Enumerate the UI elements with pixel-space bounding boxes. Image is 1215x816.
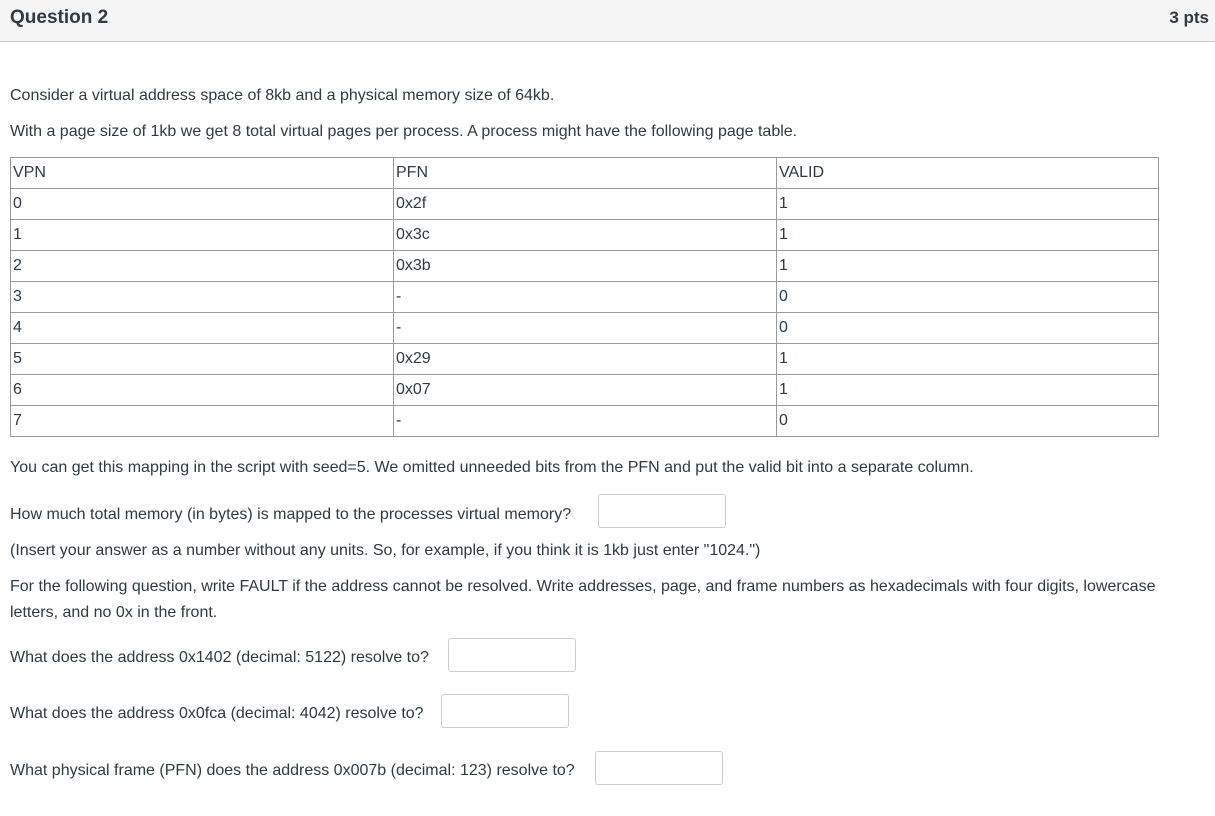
pfn-question-label: What physical frame (PFN) does the address 0x007b (decimal: 123) resolve to? xyxy=(10,762,575,779)
valid-cell: 1 xyxy=(777,189,1159,220)
pfn-cell: - xyxy=(394,282,777,313)
table-row xyxy=(11,189,1159,220)
address-1-answer-input[interactable] xyxy=(448,638,576,672)
pfn-cell: 0x07 xyxy=(394,375,777,406)
valid-cell: 0 xyxy=(777,313,1159,344)
valid-cell: 1 xyxy=(777,220,1159,251)
table-row xyxy=(11,282,1159,313)
valid-cell: 0 xyxy=(777,282,1159,313)
intro-line-1: Consider a virtual address space of 8kb and a physical memory size of 64kb. xyxy=(10,87,555,104)
column-header-vpn: VPN xyxy=(11,158,394,189)
column-header-pfn: PFN xyxy=(394,158,777,189)
vpn-cell: 6 xyxy=(11,375,394,406)
table-header-row xyxy=(11,158,1159,189)
fault-instructions: For the following question, write FAULT if the address cannot be resolved. Write addresses, page, and frame numbers as hexadecimals with four digits, lowercase letters, and no 0x in the front. xyxy=(10,578,1156,621)
pfn-cell: 0x3c xyxy=(394,220,777,251)
question-points: 3 pts xyxy=(1169,8,1209,27)
page-table xyxy=(10,157,1159,437)
valid-cell: 1 xyxy=(777,375,1159,406)
vpn-cell: 7 xyxy=(11,406,394,437)
vpn-cell: 4 xyxy=(11,313,394,344)
table-row xyxy=(11,313,1159,344)
memory-question-label: How much total memory (in bytes) is mapped to the processes virtual memory? xyxy=(10,506,572,523)
answer-hint: (Insert your answer as a number without any units. So, for example, if you think it is 1kb just enter "1024.") xyxy=(10,542,761,559)
table-row xyxy=(11,344,1159,375)
table-row xyxy=(11,375,1159,406)
column-header-valid: VALID xyxy=(777,158,1159,189)
intro-line-2: With a page size of 1kb we get 8 total virtual pages per process. A process might have the following page table. xyxy=(10,123,798,140)
address-2-answer-input[interactable] xyxy=(441,694,569,728)
vpn-cell: 2 xyxy=(11,251,394,282)
memory-answer-input[interactable] xyxy=(598,494,726,528)
valid-cell: 1 xyxy=(777,251,1159,282)
pfn-cell: - xyxy=(394,406,777,437)
vpn-cell: 0 xyxy=(11,189,394,220)
table-row xyxy=(11,251,1159,282)
vpn-cell: 1 xyxy=(11,220,394,251)
valid-cell: 0 xyxy=(777,406,1159,437)
table-row xyxy=(11,220,1159,251)
vpn-cell: 5 xyxy=(11,344,394,375)
pfn-answer-input[interactable] xyxy=(595,751,723,785)
table-row xyxy=(11,406,1159,437)
address-2-question-label: What does the address 0x0fca (decimal: 4042) resolve to? xyxy=(10,705,424,722)
question-title: Question 2 xyxy=(10,7,109,28)
vpn-cell: 3 xyxy=(11,282,394,313)
pfn-cell: - xyxy=(394,313,777,344)
pfn-cell: 0x29 xyxy=(394,344,777,375)
pfn-cell: 0x2f xyxy=(394,189,777,220)
valid-cell: 1 xyxy=(777,344,1159,375)
address-1-question-label: What does the address 0x1402 (decimal: 5122) resolve to? xyxy=(10,649,429,666)
mapping-note: You can get this mapping in the script with seed=5. We omitted unneeded bits from the PFN and put the valid bit into a separate column. xyxy=(10,459,974,476)
question-header xyxy=(0,0,1215,42)
pfn-cell: 0x3b xyxy=(394,251,777,282)
